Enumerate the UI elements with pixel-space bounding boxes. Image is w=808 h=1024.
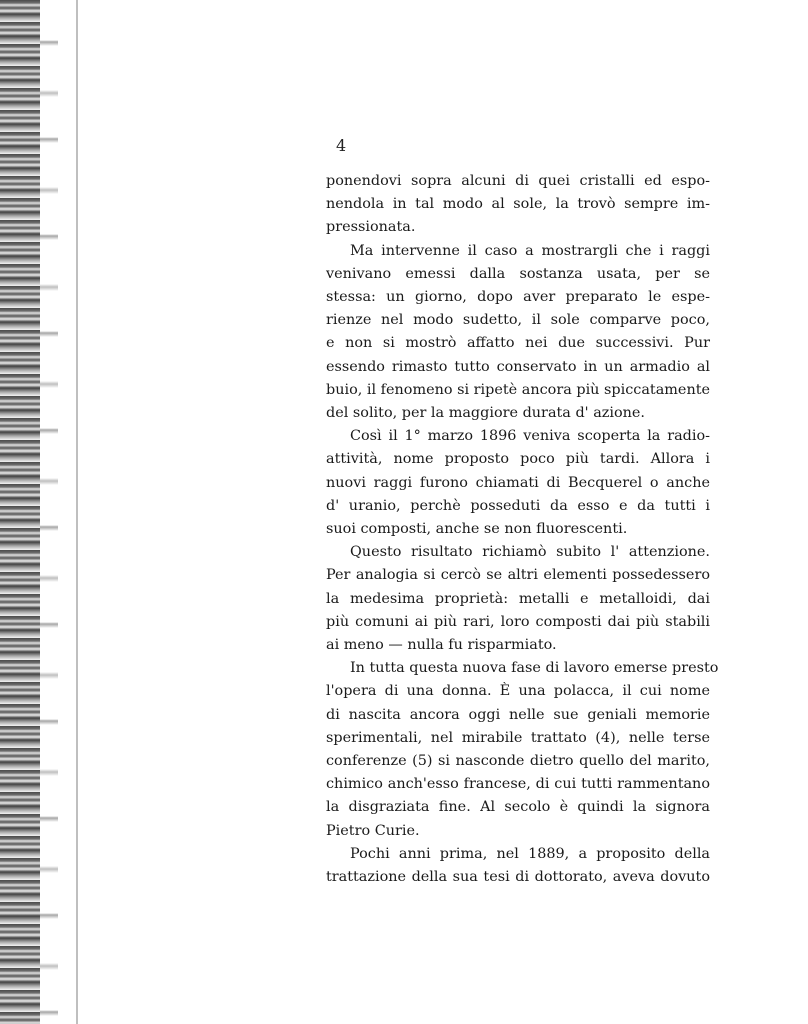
text-line: e non si mostrò affatto nei due successivi. Pur [326, 335, 710, 352]
text-line: essendo rimasto tutto conservato in un armadio al [326, 358, 710, 375]
page-fold-line [76, 0, 78, 1024]
text-line: nendola in tal modo al sole, la trovò sempre im- [326, 196, 710, 213]
text-line: la medesima proprietà: metalli e metalloidi, dai [326, 590, 710, 607]
page-number: 4 [336, 136, 347, 155]
text-line: conferenze (5) si nasconde dietro quello del marito, [326, 753, 710, 770]
text-line: Pochi anni prima, nel 1889, a proposito della [350, 845, 710, 862]
text-line: stessa: un giorno, dopo aver preparato le espe- [326, 289, 710, 306]
text-line: di nascita ancora oggi nelle sue geniali memorie [326, 706, 710, 723]
book-binding-edge [0, 0, 40, 1024]
text-line: ponendovi sopra alcuni di quei cristalli ed espo- [326, 173, 710, 189]
body-text [326, 170, 719, 889]
text-line: ai meno — nulla fu risparmiato. [326, 637, 557, 654]
text-line: più comuni ai più rari, loro composti dai più stabili [326, 613, 710, 630]
text-line: Pietro Curie. [326, 822, 420, 839]
text-line: sperimentali, nel mirabile trattato (4), nelle terse [326, 729, 710, 746]
text-line: del solito, per la maggiore durata d' azione. [326, 405, 645, 422]
text-line: chimico anch'esso francese, di cui tutti rammentano [326, 776, 710, 793]
text-line: Questo risultato richiamò subito l' attenzione. [350, 544, 710, 561]
text-line: la disgraziata fine. Al secolo è quindi la signora [326, 799, 710, 816]
text-line: Per analogia si cercò se altri elementi possedessero [326, 567, 710, 584]
text-line: In tutta questa nuova fase di lavoro emerse presto [350, 660, 719, 677]
text-line: suoi composti, anche se non fluorescenti. [326, 521, 628, 538]
text-line: nuovi raggi furono chiamati di Becquerel o anche [326, 474, 710, 491]
text-line: rienze nel modo sudetto, il sole comparve poco, [326, 312, 710, 329]
text-line: pressionata. [326, 219, 416, 236]
text-line: trattazione della sua tesi di dottorato, aveva dovuto [326, 869, 710, 886]
text-line: venivano emessi dalla sostanza usata, per se [326, 265, 710, 282]
text-line: Ma intervenne il caso a mostrargli che i raggi [350, 242, 710, 259]
text-line: d' uranio, perchè posseduti da esso e da tutti i [326, 497, 710, 514]
text-line: attività, nome proposto poco più tardi. Allora i [326, 451, 710, 468]
text-line: Così il 1° marzo 1896 veniva scoperta la radio- [350, 428, 710, 445]
text-line: l'opera di una donna. È una polacca, il cui nome [326, 683, 710, 700]
binding-shadow [40, 0, 58, 1024]
text-line: buio, il fenomeno si ripetè ancora più spiccatamente [326, 381, 711, 398]
